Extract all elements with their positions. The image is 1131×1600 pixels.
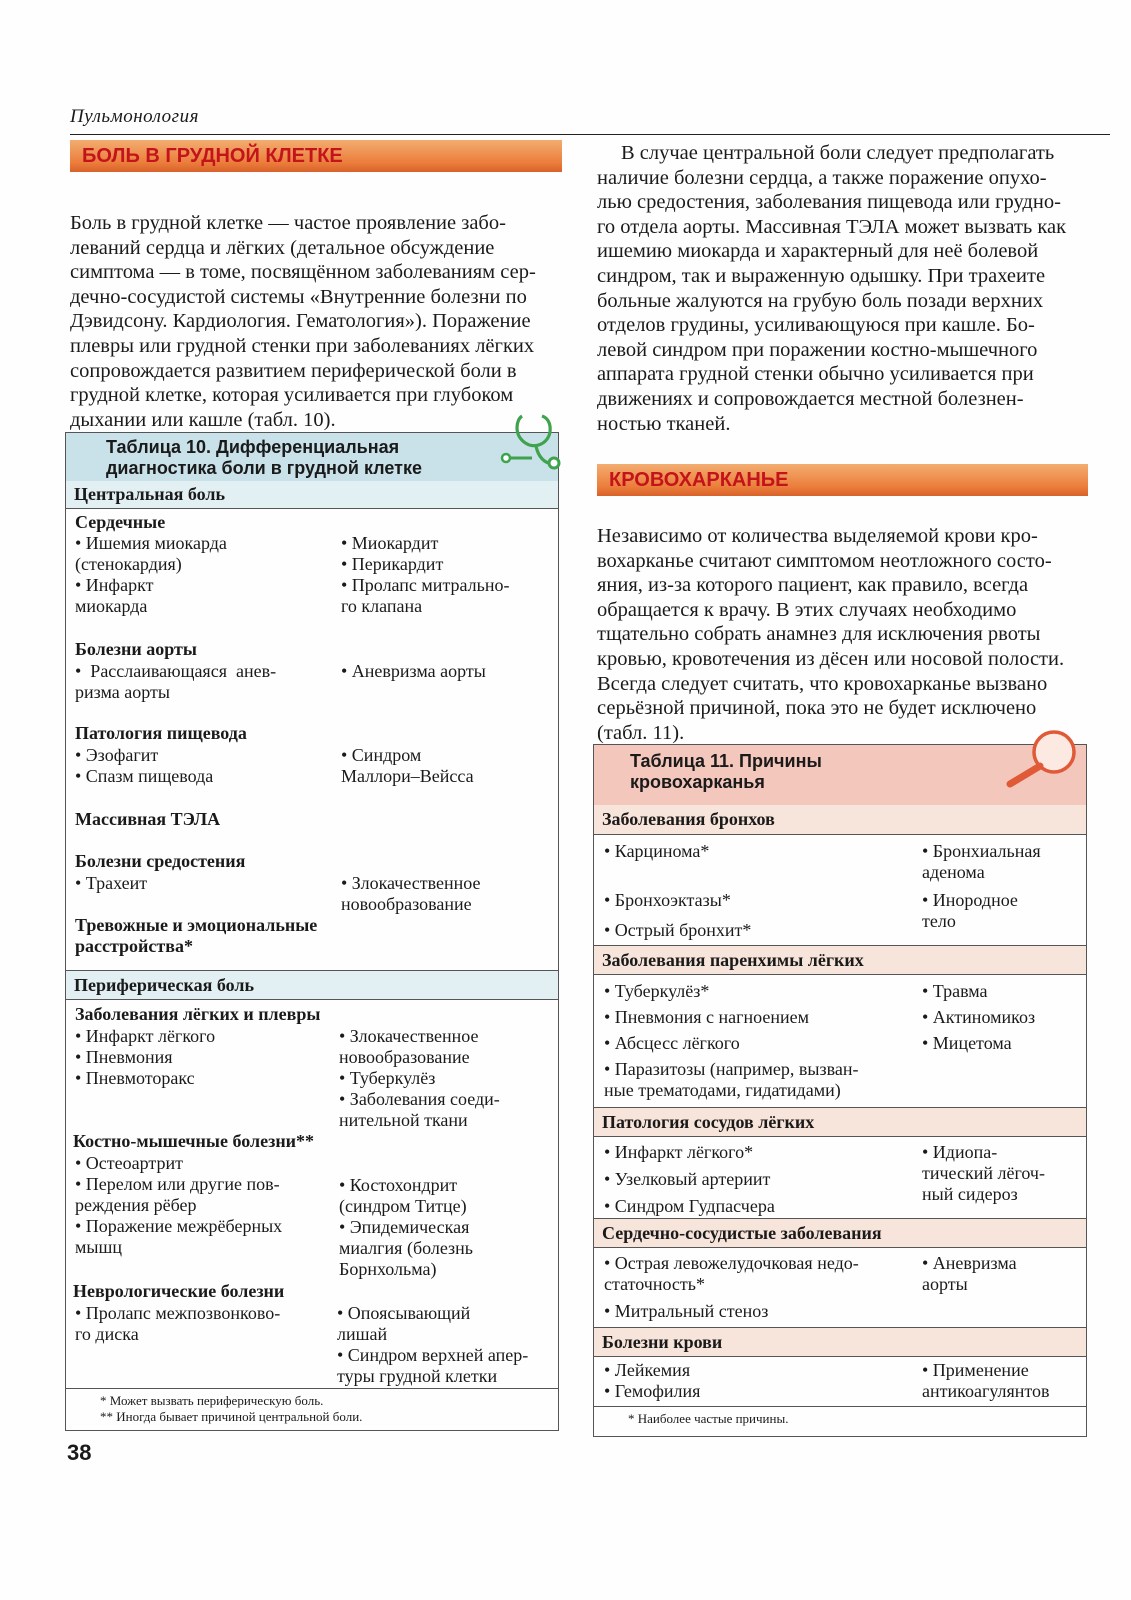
table-11-footnote: * Наиболее частые причины.	[628, 1411, 789, 1426]
subhead-anxiety: Тревожные и эмоциональные расстройства*	[75, 915, 318, 956]
cardiac-right-list: • Миокардит • Перикардит • Пролапс митрально- го клапана	[341, 533, 510, 616]
table-11-footnote-divider	[594, 1406, 1086, 1407]
neuro-left-list: • Пролапс межпозвонково- го диска	[75, 1303, 281, 1344]
central-pain-header: Центральная боль	[66, 481, 558, 509]
vessels-header: Патология сосудов лёгких	[594, 1107, 1086, 1137]
peripheral-pain-header: Периферическая боль	[66, 970, 558, 1000]
subhead-lung-pleura: Заболевания лёгких и плевры	[75, 1004, 321, 1024]
cardio-right-list: • Аневризма аорты	[922, 1253, 1017, 1294]
lung-pleura-right-list: • Злокачественное новообразование • Туберкулёз • Заболевания соеди- нительной ткани	[339, 1026, 500, 1130]
parenchyma-header: Заболевания паренхимы лёгких	[594, 945, 1086, 975]
bronchi-header: Заболевания бронхов	[594, 805, 1086, 835]
subhead-esophagus: Патология пищевода	[75, 723, 247, 743]
blood-header: Болезни крови	[594, 1327, 1086, 1357]
subhead-neuro: Неврологические болезни	[73, 1281, 285, 1301]
chest-pain-intro: Боль в грудной клетке — частое проявление забо- леваний сердца и лёгких (детальное обсуждение симптома — в томе, посвящённом заболеваниям сер- дечно-сосудистой системы «Внутренние болезни по Дэвидсону. Кардиология. Гематология»). Поражение плевры или грудной стенки при заболеваниях лёгких сопровождается развитием периферической боли в грудной клетке, которая усиливается при глубоком дыхании или кашле (табл. 10).	[70, 212, 536, 431]
magnifier-icon	[1000, 726, 1082, 790]
section-heading-chest-pain: БОЛЬ В ГРУДНОЙ КЛЕТКЕ	[70, 140, 562, 172]
subhead-musculoskeletal: Костно-мышечные болезни**	[73, 1131, 315, 1151]
bronchi-left-list: • Карцинома* • Бронхоэктазы* • Острый бронхит*	[604, 841, 752, 940]
parenchyma-right-list: • Травма • Актиномикоз • Мицетома	[922, 981, 1036, 1053]
aorta-left-list: • Расслаивающаяся анев- ризма аорты	[75, 661, 277, 702]
hemoptysis-intro: Независимо от количества выделяемой крови кро- вохарканье считают симптомом неотложного состо- яния, из-за которого пациент, как правило, всегда обращается к врачу. В этих случаях необходимо тщательно собрать анамнез для исключения рвоты кровью, кровотечения из дёсен или носовой полости. Всегда следует считать, что кровохарканье вызвано серьёзной причиной, пока это не будет исключено (табл. 11).	[597, 525, 1065, 744]
running-head	[70, 104, 1110, 135]
parenchyma-left-list: • Туберкулёз* • Пневмония с нагноением • Абсцесс лёгкого • Паразитозы (например, вызван- ные трематодами, гидатидами)	[604, 981, 859, 1100]
lung-pleura-left-list: • Инфаркт лёгкого • Пневмония • Пневмоторакс	[75, 1026, 216, 1088]
vessels-right-list: • Идиопа- тический лёгоч- ный сидероз	[922, 1142, 1045, 1204]
esophagus-right-list: • Синдром Маллори–Вейсса	[341, 745, 474, 786]
musculoskeletal-left-list: • Остеоартрит • Перелом или другие пов- реждения рёбер • Поражение межрёберных мышц	[75, 1153, 283, 1257]
mediastinum-left-list: • Трахеит	[75, 873, 148, 893]
subhead-mediastinum: Болезни средостения	[75, 851, 246, 871]
stethoscope-icon	[498, 410, 564, 474]
subhead-aorta: Болезни аорты	[75, 639, 197, 659]
running-head-text: Пульмонология	[70, 106, 199, 127]
table-10-footnote-divider	[66, 1388, 558, 1389]
cardio-left-list: • Острая левожелудочковая недо- статочность* • Митральный стеноз	[604, 1253, 859, 1321]
blood-left-list: • Лейкемия • Гемофилия	[604, 1360, 701, 1401]
table-10-caption: Таблица 10. Дифференциальная диагностика боли в грудной клетке	[106, 437, 422, 478]
table-11-caption: Таблица 11. Причины кровохарканья	[630, 751, 822, 792]
table-11	[593, 744, 1087, 1437]
subhead-pe: Массивная ТЭЛА	[75, 809, 221, 829]
esophagus-left-list: • Эзофагит • Спазм пищевода	[75, 745, 214, 786]
mediastinum-right-list: • Злокачественное новообразование	[341, 873, 481, 914]
bronchi-right-list: • Бронхиальная аденома • Инородное тело	[922, 841, 1041, 931]
blood-right-list: • Применение антикоагулянтов	[922, 1360, 1050, 1401]
aorta-right-list: • Аневризма аорты	[341, 661, 486, 681]
cardiac-left-list: • Ишемия миокарда (стенокардия) • Инфаркт миокарда	[75, 533, 227, 616]
subhead-cardiac: Сердечные	[75, 512, 166, 532]
table-10-footnotes: * Может вызвать периферическую боль. ** Иногда бывает причиной центральной боли.	[100, 1393, 363, 1424]
neuro-right-list: • Опоясывающий лишай • Синдром верхней апер- туры грудной клетки	[337, 1303, 529, 1386]
section-heading-hemoptysis: КРОВОХАРКАНЬЕ	[597, 464, 1088, 496]
cardio-header: Сердечно-сосудистые заболевания	[594, 1218, 1086, 1248]
musculoskeletal-right-list: • Костохондрит (синдром Титце) • Эпидемическая миалгия (болезнь Борнхольма)	[339, 1175, 474, 1279]
table-10	[65, 432, 559, 1431]
vessels-left-list: • Инфаркт лёгкого* • Узелковый артериит • Синдром Гудпасчера	[604, 1142, 775, 1216]
chest-pain-continued: В случае центральной боли следует предполагать наличие болезни сердца, а также поражение опухо- лью средостения, заболевания пищевода или грудно- го отдела аорты. Массивная ТЭЛА может вызвать как ишемию миокарда и характерный для неё болевой синдром, так и выраженную одышку. При трахеите больные жалуются на грубую боль позади верхних отделов грудины, усиливающуюся при кашле. Бо- левой синдром при поражении костно-мышечного аппарата грудной стенки обычно усиливается при движениях и сопровождается местной болезнен- ностью тканей.	[597, 142, 1067, 435]
page-number: 38	[67, 1440, 92, 1465]
